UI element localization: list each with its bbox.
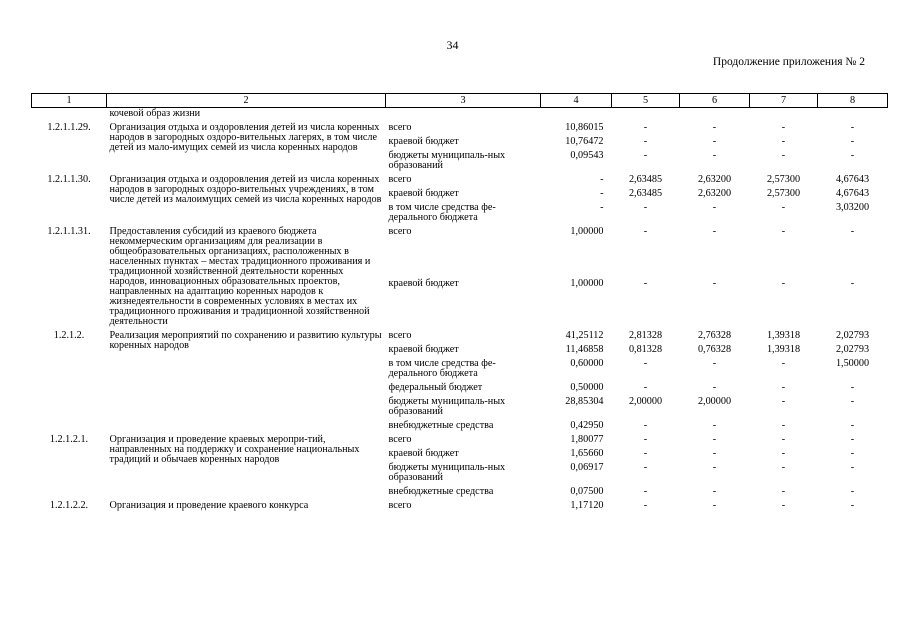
amount-total: 1,80077 bbox=[570, 434, 604, 445]
continuation-title: Продолжение приложения № 2 bbox=[712, 56, 865, 68]
amount-total: 0,06917 bbox=[570, 462, 604, 473]
row-code: 1.2.1.2.2. bbox=[49, 500, 89, 511]
funding-source bbox=[386, 108, 541, 123]
amount-year: - bbox=[781, 420, 786, 431]
amount-total: 1,00000 bbox=[570, 226, 604, 237]
amount-year: - bbox=[781, 486, 786, 497]
table-row bbox=[32, 226, 888, 278]
funding-source: в том числе средства фе-дерального бюджета bbox=[388, 358, 496, 379]
column-header: 5 bbox=[612, 94, 680, 108]
amount-year: - bbox=[643, 448, 648, 459]
table-row bbox=[32, 500, 888, 514]
funding-source: бюджеты муниципаль-ных образований bbox=[388, 150, 506, 171]
amount-total: 10,76472 bbox=[565, 136, 604, 147]
table-row bbox=[32, 174, 888, 188]
amount-total bbox=[541, 108, 612, 123]
amount-year: - bbox=[643, 500, 648, 511]
table-header-row bbox=[32, 94, 888, 108]
amount-year: - bbox=[712, 226, 717, 237]
amount-year: 2,00000 bbox=[628, 396, 663, 407]
amount-year: - bbox=[781, 396, 786, 407]
amount-year: 2,00000 bbox=[697, 396, 732, 407]
amount-year: - bbox=[712, 136, 717, 147]
amount-year: 4,67643 bbox=[835, 188, 870, 199]
amount-total: 1,17120 bbox=[570, 500, 604, 511]
funding-source: всего bbox=[388, 434, 412, 445]
row-description: Организация отдыха и оздоровления детей из числа коренных народов в загородных оздоро-вительных учреждениях, в том числе детей из малоимущих семей из числа коренных народов bbox=[109, 174, 382, 205]
amount-year: - bbox=[850, 150, 855, 161]
amount-total: - bbox=[600, 188, 604, 199]
amount-year bbox=[818, 108, 888, 123]
amount-year: - bbox=[850, 278, 855, 289]
row-code: 1.2.1.1.31. bbox=[47, 226, 91, 237]
funding-source: всего bbox=[388, 122, 412, 133]
amount-year: - bbox=[643, 150, 648, 161]
amount-year: 1,50000 bbox=[835, 358, 870, 369]
amount-year: - bbox=[781, 150, 786, 161]
amount-year: - bbox=[712, 434, 717, 445]
funding-source: всего bbox=[388, 330, 412, 341]
amount-year: - bbox=[643, 226, 648, 237]
amount-year: - bbox=[850, 448, 855, 459]
amount-year: - bbox=[781, 382, 786, 393]
amount-total: 0,42950 bbox=[570, 420, 604, 431]
amount-total: - bbox=[600, 202, 604, 213]
amount-year: 2,63200 bbox=[697, 188, 732, 199]
amount-year: - bbox=[850, 226, 855, 237]
column-header: 1 bbox=[32, 94, 107, 108]
amount-year: - bbox=[850, 500, 855, 511]
amount-year: - bbox=[781, 136, 786, 147]
amount-year: - bbox=[712, 448, 717, 459]
amount-year: - bbox=[643, 278, 648, 289]
funding-source: бюджеты муниципаль-ных образований bbox=[388, 462, 506, 483]
amount-total: 1,65660 bbox=[570, 448, 604, 459]
amount-year: - bbox=[643, 462, 648, 473]
amount-year: - bbox=[781, 278, 786, 289]
amount-year: - bbox=[850, 136, 855, 147]
amount-year: - bbox=[712, 202, 717, 213]
row-description: Организация и проведение краевых меропри-тий, направленных на поддержку и сохранение национальных традиций и обычаев коренных народов bbox=[109, 434, 360, 465]
column-header: 2 bbox=[107, 94, 386, 108]
row-code: 1.2.1.1.29. bbox=[47, 122, 91, 133]
row-code: 1.2.1.1.30. bbox=[47, 174, 91, 185]
amount-year: - bbox=[643, 202, 648, 213]
amount-year: - bbox=[643, 122, 648, 133]
funding-source: всего bbox=[388, 500, 412, 511]
amount-year: - bbox=[643, 434, 648, 445]
amount-year: - bbox=[643, 420, 648, 431]
amount-year bbox=[612, 108, 680, 123]
amount-year: - bbox=[712, 382, 717, 393]
amount-total: 0,09543 bbox=[570, 150, 604, 161]
funding-source: бюджеты муниципаль-ных образований bbox=[388, 396, 506, 417]
column-header: 7 bbox=[750, 94, 818, 108]
funding-source: краевой бюджет bbox=[388, 448, 459, 459]
row-code: 1.2.1.2.1. bbox=[49, 434, 89, 445]
funding-source: краевой бюджет bbox=[388, 278, 459, 289]
amount-year: - bbox=[781, 434, 786, 445]
funding-source: в том числе средства фе-дерального бюджета bbox=[388, 202, 496, 223]
amount-year: - bbox=[781, 462, 786, 473]
amount-year: 2,76328 bbox=[697, 330, 732, 341]
amount-year: 2,02793 bbox=[835, 330, 870, 341]
table-row bbox=[32, 122, 888, 136]
amount-year: - bbox=[781, 358, 786, 369]
amount-year: 3,03200 bbox=[835, 202, 870, 213]
amount-year: 1,39318 bbox=[766, 344, 801, 355]
amount-year: - bbox=[850, 462, 855, 473]
amount-year: 0,76328 bbox=[697, 344, 732, 355]
row-description: Реализация мероприятий по сохранению и развитию культуры коренных народов bbox=[109, 330, 382, 351]
amount-year: - bbox=[643, 358, 648, 369]
amount-year: - bbox=[781, 122, 786, 133]
column-header: 8 bbox=[818, 94, 888, 108]
row-code: 1.2.1.2. bbox=[53, 330, 85, 341]
funding-source: краевой бюджет bbox=[388, 136, 459, 147]
amount-total: 11,46858 bbox=[565, 344, 604, 355]
amount-year: - bbox=[850, 434, 855, 445]
row-description: кочевой образ жизни bbox=[109, 108, 201, 119]
amount-year: - bbox=[712, 462, 717, 473]
amount-year: - bbox=[850, 396, 855, 407]
funding-source: краевой бюджет bbox=[388, 344, 459, 355]
table-row bbox=[32, 330, 888, 344]
amount-year: - bbox=[712, 150, 717, 161]
row-description: Организация и проведение краевого конкурса bbox=[109, 500, 309, 511]
amount-total: 41,25112 bbox=[565, 330, 604, 341]
amount-year: - bbox=[850, 486, 855, 497]
funding-source: внебюджетные средства bbox=[388, 420, 494, 431]
amount-year: 2,57300 bbox=[766, 188, 801, 199]
funding-source: федеральный бюджет bbox=[388, 382, 483, 393]
amount-year: - bbox=[781, 202, 786, 213]
amount-total: 0,50000 bbox=[570, 382, 604, 393]
amount-total: 0,07500 bbox=[570, 486, 604, 497]
row-description: Предоставления субсидий из краевого бюджета некоммерческим организациям для реализации в общеобразовательных организациях, расположенных в населенных пунктах – местах традиционного проживания и традиционной хозяйственной деятельности коренных народов, инновационных образовательных проектов, направленных на адаптацию коренных народов к жизнедеятельности в современных условиях в местах их традиционного проживания и традиционной хозяйственной деятельности bbox=[109, 226, 371, 327]
amount-year: - bbox=[712, 500, 717, 511]
amount-year: - bbox=[712, 122, 717, 133]
amount-total: 1,00000 bbox=[570, 278, 604, 289]
table-row bbox=[32, 434, 888, 448]
budget-table bbox=[31, 93, 888, 514]
funding-source: всего bbox=[388, 174, 412, 185]
amount-year: 2,02793 bbox=[835, 344, 870, 355]
row-code bbox=[32, 108, 107, 123]
column-header: 6 bbox=[680, 94, 750, 108]
amount-year: 2,63200 bbox=[697, 174, 732, 185]
amount-year: 1,39318 bbox=[766, 330, 801, 341]
amount-year: - bbox=[643, 382, 648, 393]
amount-year: - bbox=[781, 448, 786, 459]
amount-year: - bbox=[643, 136, 648, 147]
column-header: 3 bbox=[386, 94, 541, 108]
amount-year: 2,81328 bbox=[628, 330, 663, 341]
amount-year: 0,81328 bbox=[628, 344, 663, 355]
amount-total: 10,86015 bbox=[565, 122, 604, 133]
row-description: Организация отдыха и оздоровления детей из числа коренных народов в загородных оздоро-вительных лагерях, в том числе детей из мало-имущих семей из числа коренных народов bbox=[109, 122, 380, 153]
amount-year: 2,63485 bbox=[628, 188, 663, 199]
amount-year: 2,63485 bbox=[628, 174, 663, 185]
amount-year: - bbox=[850, 420, 855, 431]
funding-source: всего bbox=[388, 226, 412, 237]
column-header: 4 bbox=[541, 94, 612, 108]
amount-year: - bbox=[781, 226, 786, 237]
amount-total: 0,60000 bbox=[570, 358, 604, 369]
amount-year: - bbox=[712, 486, 717, 497]
amount-total: - bbox=[600, 174, 604, 185]
amount-year: - bbox=[781, 500, 786, 511]
table-body bbox=[32, 108, 888, 515]
table-row bbox=[32, 108, 888, 123]
amount-year bbox=[680, 108, 750, 123]
amount-year: - bbox=[850, 382, 855, 393]
funding-source: краевой бюджет bbox=[388, 188, 459, 199]
page-number: 34 bbox=[446, 38, 459, 52]
amount-year: - bbox=[643, 486, 648, 497]
amount-year: - bbox=[712, 358, 717, 369]
amount-year: - bbox=[850, 122, 855, 133]
amount-year bbox=[750, 108, 818, 123]
amount-year: - bbox=[712, 420, 717, 431]
amount-year: 2,57300 bbox=[766, 174, 801, 185]
amount-total: 28,85304 bbox=[565, 396, 604, 407]
funding-source: внебюджетные средства bbox=[388, 486, 494, 497]
amount-year: - bbox=[712, 278, 717, 289]
amount-year: 4,67643 bbox=[835, 174, 870, 185]
